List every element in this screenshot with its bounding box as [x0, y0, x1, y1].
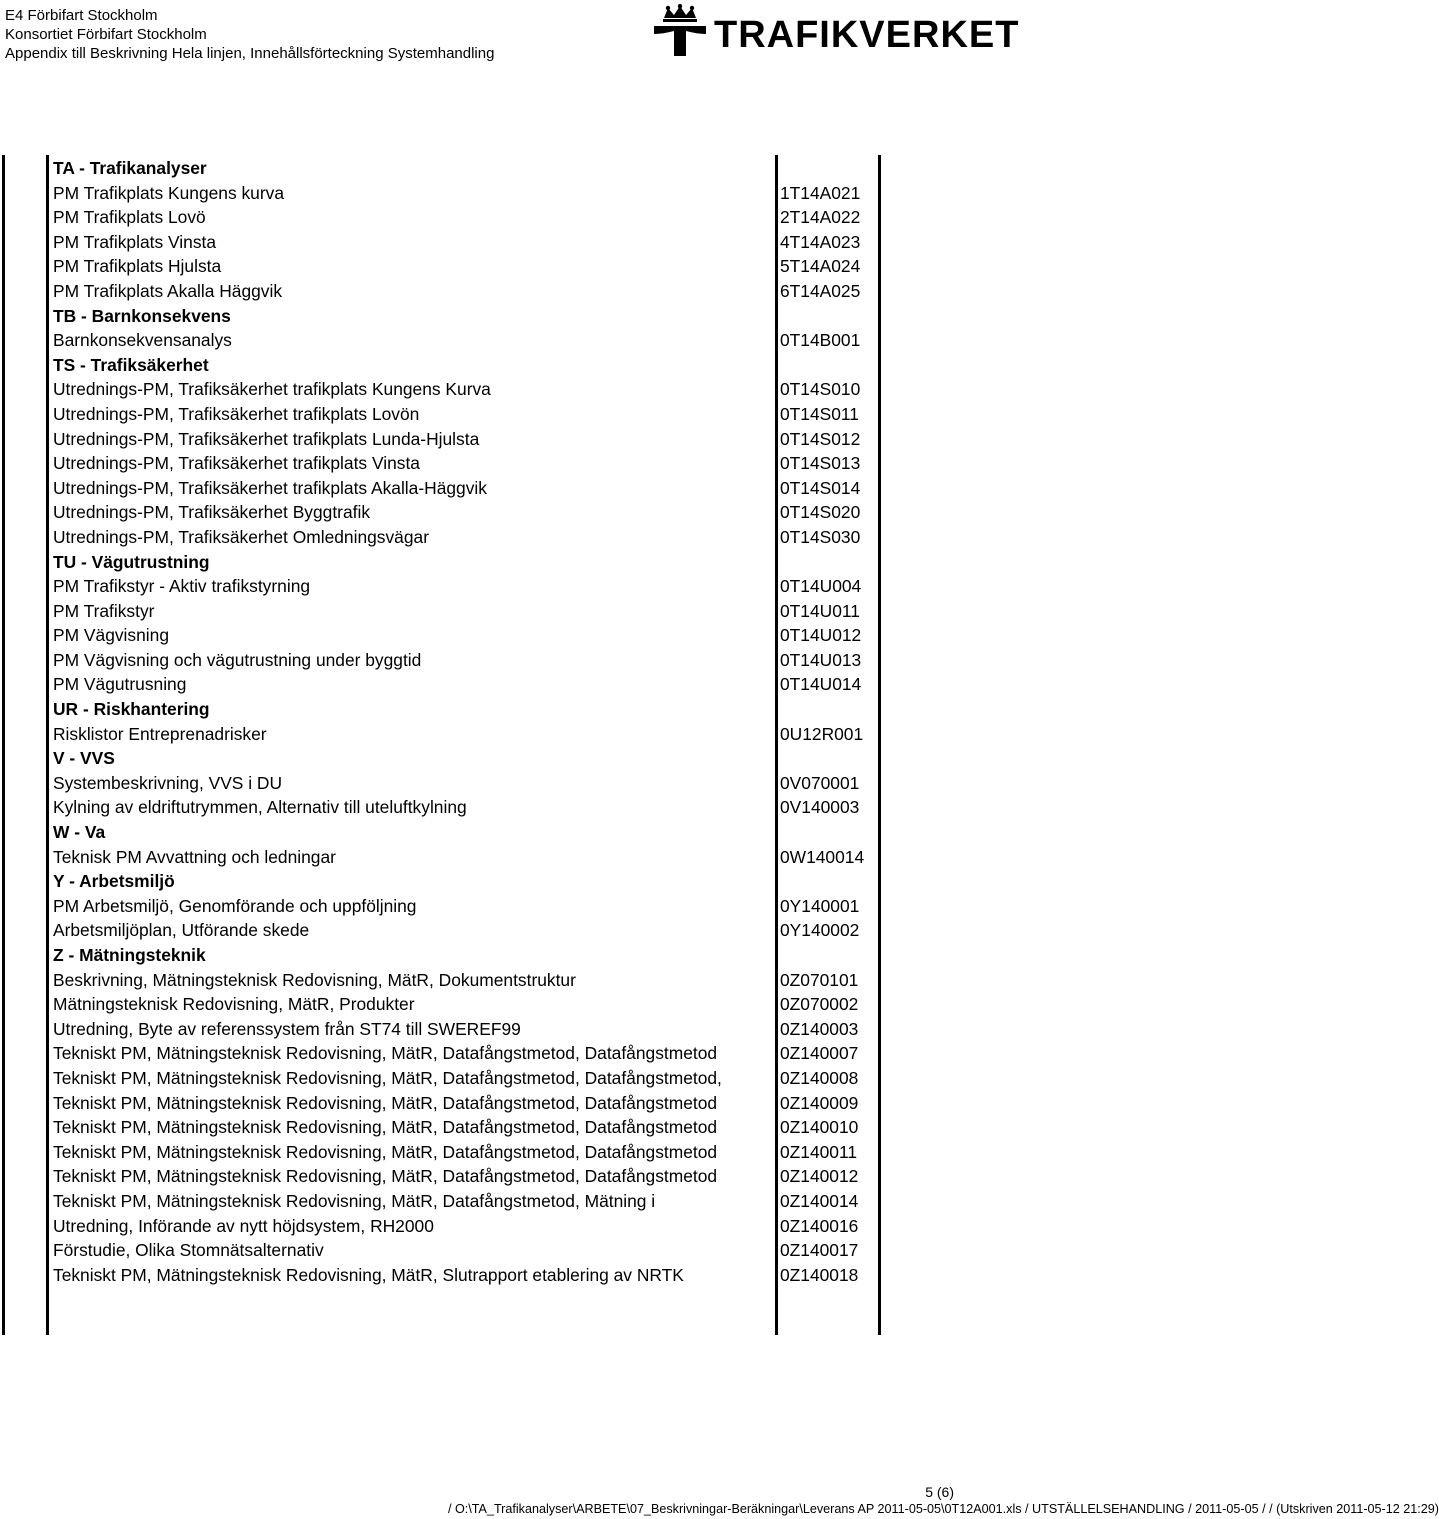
project-name: E4 Förbifart Stockholm [5, 7, 158, 24]
table-border-outer-left [2, 155, 5, 1335]
consortium-name: Konsortiet Förbifart Stockholm [5, 26, 207, 43]
document-code: 0V070001 [780, 772, 860, 793]
section-title: V - VVS [53, 748, 115, 769]
list-item [53, 599, 883, 624]
document-title: PM Trafikstyr [53, 600, 155, 621]
document-header [5, 6, 494, 63]
section-heading [53, 943, 883, 968]
list-item [53, 795, 883, 820]
section-title: TA - Trafikanalyser [53, 158, 207, 178]
document-title: PM Trafikplats Hjulsta [53, 256, 222, 277]
document-title: PM Trafikstyr - Aktiv trafikstyrning [53, 576, 311, 597]
table-border-left [46, 155, 49, 1335]
list-item [53, 1091, 883, 1116]
document-code: 0Z140014 [780, 1190, 859, 1211]
document-title: Risklistor Entreprenadrisker [53, 723, 267, 744]
document-title: Förstudie, Olika Stomnätsalternativ [53, 1240, 324, 1261]
document-code: 0Z070002 [780, 994, 859, 1015]
document-code: 0T14S010 [780, 379, 861, 400]
document-code: 0T14B001 [780, 330, 861, 351]
list-item [53, 1140, 883, 1165]
document-code: 0Z140018 [780, 1264, 859, 1285]
list-item [53, 181, 883, 206]
document-title: Teknisk PM Avvattning och ledningar [53, 846, 336, 867]
section-heading [53, 156, 883, 181]
document-title: PM Trafikplats Lovö [53, 207, 206, 228]
list-item [53, 1115, 883, 1140]
document-code: 0V140003 [780, 797, 860, 818]
section-title: TB - Barnkonsekvens [53, 305, 231, 326]
document-code: 1T14A021 [780, 182, 861, 203]
section-heading [53, 697, 883, 722]
logo-wordmark: TRAFIKVERKET [714, 14, 1020, 56]
document-title: PM Trafikplats Vinsta [53, 231, 217, 252]
section-title: Y - Arbetsmiljö [53, 871, 175, 892]
list-item [53, 427, 883, 452]
list-item [53, 574, 883, 599]
list-item [53, 1238, 883, 1263]
document-title: Tekniskt PM, Mätningsteknisk Redovisning, MätR, Datafångstmetod, Datafångstmetod [53, 1092, 718, 1113]
list-item [53, 1263, 883, 1288]
list-item [53, 328, 883, 353]
document-title: Tekniskt PM, Mätningsteknisk Redovisning, MätR, Datafångstmetod, Datafångstmetod [53, 1043, 718, 1064]
section-heading [53, 820, 883, 845]
document-title: Tekniskt PM, Mätningsteknisk Redovisning, MätR, Slutrapport etablering av NRTK [53, 1264, 684, 1285]
document-code: 4T14A023 [780, 231, 861, 252]
document-code: 0T14S014 [780, 477, 861, 498]
list-item [53, 500, 883, 525]
document-title: Mätningsteknisk Redovisning, MätR, Produkter [53, 994, 415, 1015]
document-code: 6T14A025 [780, 280, 861, 301]
document-title: PM Vägutrusning [53, 674, 187, 695]
list-item [53, 771, 883, 796]
list-item [53, 992, 883, 1017]
list-item [53, 279, 883, 304]
document-title: Barnkonsekvensanalys [53, 330, 232, 351]
document-title: Tekniskt PM, Mätningsteknisk Redovisning, MätR, Datafångstmetod, Datafångstmetod [53, 1117, 718, 1138]
document-code: 0Z140017 [780, 1240, 859, 1261]
list-item [53, 918, 883, 943]
list-item [53, 205, 883, 230]
document-title: Utrednings-PM, Trafiksäkerhet trafikplats Akalla-Häggvik [53, 477, 487, 498]
list-item [53, 1214, 883, 1239]
list-item [53, 968, 883, 993]
document-code: 0Z140016 [780, 1215, 859, 1236]
list-item [53, 648, 883, 673]
list-item [53, 525, 883, 550]
document-title: Appendix till Beskrivning Hela linjen, Innehållsförteckning Systemhandling [5, 45, 495, 62]
document-code: 0T14S020 [780, 502, 861, 523]
document-code: 0Z140012 [780, 1166, 859, 1187]
document-title: Systembeskrivning, VVS i DU [53, 772, 283, 793]
section-heading [53, 304, 883, 329]
document-code: 0T14S013 [780, 453, 861, 474]
list-item [53, 894, 883, 919]
document-title: PM Trafikplats Akalla Häggvik [53, 280, 283, 301]
document-title: Utredning, Införande av nytt höjdsystem, RH2000 [53, 1215, 434, 1236]
document-code: 0T14S011 [780, 403, 859, 424]
list-item [53, 1189, 883, 1214]
document-code: 0Z140008 [780, 1067, 859, 1088]
list-item [53, 476, 883, 501]
document-code: 0T14U012 [780, 625, 862, 646]
document-code: 0T14S012 [780, 428, 861, 449]
document-title: PM Arbetsmiljö, Genomförande och uppföljning [53, 895, 417, 916]
list-item [53, 845, 883, 870]
list-item [53, 1041, 883, 1066]
document-code: 0Z140011 [780, 1141, 858, 1162]
document-title: Tekniskt PM, Mätningsteknisk Redovisning, MätR, Datafångstmetod, Datafångstmetod, [53, 1067, 722, 1088]
document-code: 0T14U014 [780, 674, 862, 695]
document-title: Utrednings-PM, Trafiksäkerhet trafikplats Lovön [53, 403, 420, 424]
section-title: Z - Mätningsteknik [53, 945, 206, 965]
document-title: Utrednings-PM, Trafiksäkerhet trafikplats Kungens Kurva [53, 379, 491, 400]
document-code: 0W140014 [780, 846, 865, 867]
file-path: / O:\TA_Trafikanalyser\ARBETE\07_Beskrivningar-Beräkningar\Leverans AP 2011-05-05\0T12A001.xls / UTSTÄLLELSEHANDLING / 2011-05-05 / / (Utskriven 2011-05-12 21:29) [448, 1502, 1439, 1516]
document-code: 0Z140007 [780, 1043, 859, 1064]
document-list [53, 156, 883, 1287]
section-title: W - Va [53, 822, 106, 843]
document-code: 0Z140009 [780, 1092, 859, 1113]
list-item [53, 254, 883, 279]
list-item [53, 722, 883, 747]
crown-t-emblem-icon [650, 4, 710, 62]
document-title: PM Vägvisning [53, 625, 169, 646]
trafikverket-logo [650, 4, 1020, 62]
document-title: Utredning, Byte av referenssystem från ST74 till SWEREF99 [53, 1018, 521, 1039]
document-title: Kylning av eldriftutrymmen, Alternativ till uteluftkylning [53, 797, 467, 818]
document-code: 0T14U011 [780, 600, 860, 621]
section-heading [53, 550, 883, 575]
document-code: 0Z140010 [780, 1117, 859, 1138]
document-title: PM Vägvisning och vägutrustning under byggtid [53, 649, 422, 670]
document-title: Arbetsmiljöplan, Utförande skede [53, 920, 310, 941]
section-title: TU - Vägutrustning [53, 551, 210, 572]
document-code: 0T14S030 [780, 526, 861, 547]
section-heading [53, 353, 883, 378]
section-heading [53, 869, 883, 894]
list-item [53, 377, 883, 402]
section-title: TS - Trafiksäkerhet [53, 354, 209, 375]
document-code: 2T14A022 [780, 207, 861, 228]
page-number: 5 (6) [925, 1484, 954, 1500]
section-heading [53, 746, 883, 771]
document-code: 0Y140001 [780, 895, 860, 916]
list-item [53, 1017, 883, 1042]
list-item [53, 1066, 883, 1091]
document-title: Tekniskt PM, Mätningsteknisk Redovisning, MätR, Datafångstmetod, Datafångstmetod [53, 1141, 718, 1162]
document-code: 0Z070101 [780, 969, 859, 990]
document-title: Beskrivning, Mätningsteknisk Redovisning, MätR, Dokumentstruktur [53, 969, 576, 990]
list-item [53, 402, 883, 427]
document-title: Tekniskt PM, Mätningsteknisk Redovisning, MätR, Datafångstmetod, Datafångstmetod [53, 1166, 718, 1187]
list-item [53, 451, 883, 476]
list-item [53, 672, 883, 697]
section-title: UR - Riskhantering [53, 699, 210, 720]
document-code: 0Y140002 [780, 920, 860, 941]
document-title: PM Trafikplats Kungens kurva [53, 182, 285, 203]
document-code: 0U12R001 [780, 723, 864, 744]
document-title: Utrednings-PM, Trafiksäkerhet trafikplats Vinsta [53, 453, 420, 474]
document-code: 5T14A024 [780, 256, 861, 277]
document-code: 0Z140003 [780, 1018, 859, 1039]
document-code: 0T14U013 [780, 649, 862, 670]
list-item [53, 1164, 883, 1189]
document-title: Utrednings-PM, Trafiksäkerhet Omledningsvägar [53, 526, 429, 547]
document-title: Utrednings-PM, Trafiksäkerhet trafikplats Lunda-Hjulsta [53, 428, 480, 449]
list-item [53, 623, 883, 648]
document-title: Utrednings-PM, Trafiksäkerhet Byggtrafik [53, 502, 371, 523]
document-code: 0T14U004 [780, 576, 862, 597]
list-item [53, 230, 883, 255]
document-title: Tekniskt PM, Mätningsteknisk Redovisning, MätR, Datafångstmetod, Mätning i [53, 1190, 656, 1211]
